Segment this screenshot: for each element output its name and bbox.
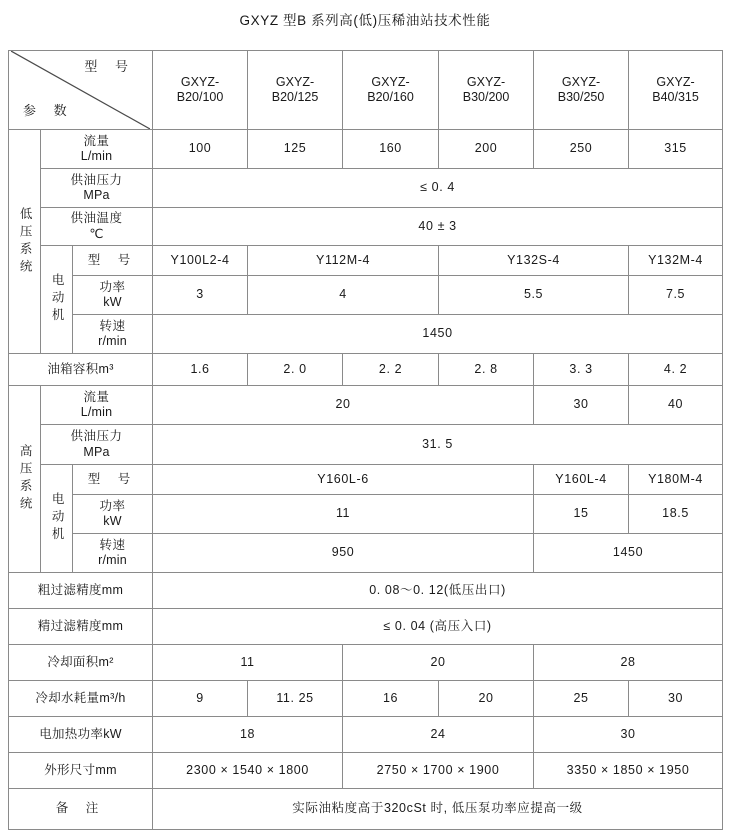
cooling-water-value-4: 20 xyxy=(439,681,534,717)
lp-motor-model-value-1: Y100L2-4 xyxy=(153,246,248,276)
hp-motor-power-row xyxy=(9,495,723,534)
hp-motor-model-row xyxy=(9,465,723,495)
lp-supply-temperature-label: 供油温度 ℃ xyxy=(41,208,153,246)
hp-supply-pressure-row xyxy=(9,425,723,465)
cooling-area-value-3: 28 xyxy=(534,645,723,681)
lp-motor-model-value-2: Y112M-4 xyxy=(248,246,439,276)
hp-motor-speed-label: 转速 r/min xyxy=(73,534,153,573)
model-header-6: GXYZ- B40/315 xyxy=(629,51,723,130)
coarse-filter-row xyxy=(9,573,723,609)
heating-power-row xyxy=(9,717,723,753)
corner-model-label: 型 号 xyxy=(84,59,136,74)
dimensions-value-2: 2750 × 1700 × 1900 xyxy=(343,753,534,789)
dimensions-value-1: 2300 × 1540 × 1800 xyxy=(153,753,343,789)
model-header-2: GXYZ- B20/125 xyxy=(248,51,343,130)
coarse-filter-value: 0. 08～0. 12(低压出口) xyxy=(153,573,723,609)
high-pressure-system-label: 高压系统 xyxy=(9,386,41,573)
cooling-water-row xyxy=(9,681,723,717)
lp-motor-speed-label: 转速 r/min xyxy=(73,315,153,354)
hp-motor-speed-row xyxy=(9,534,723,573)
cooling-water-value-1: 9 xyxy=(153,681,248,717)
heating-power-value-2: 24 xyxy=(343,717,534,753)
lp-motor-model-row xyxy=(9,246,723,276)
lp-motor-model-value-3: Y132S-4 xyxy=(439,246,629,276)
lp-flow-row xyxy=(9,130,723,169)
model-header-5: GXYZ- B30/250 xyxy=(534,51,629,130)
page-title: GXYZ 型B 系列高(低)压稀油站技术性能 xyxy=(239,13,491,28)
tank-volume-value-6: 4. 2 xyxy=(629,354,723,386)
lp-flow-value-5: 250 xyxy=(534,130,629,169)
corner-parameter-label: 参 数 xyxy=(23,103,74,119)
heating-power-value-3: 30 xyxy=(534,717,723,753)
lp-supply-temperature-row xyxy=(9,208,723,246)
tank-volume-row xyxy=(9,354,723,386)
model-header-3: GXYZ- B20/160 xyxy=(343,51,439,130)
fine-filter-row xyxy=(9,609,723,645)
fine-filter-label: 精过滤精度mm xyxy=(9,609,153,645)
specification-table xyxy=(8,50,723,830)
cooling-area-row xyxy=(9,645,723,681)
hp-motor-power-label: 功率 kW xyxy=(73,495,153,534)
table-header-row xyxy=(9,51,723,130)
hp-motor-model-value-3: Y180M-4 xyxy=(629,465,723,495)
hp-motor-label: 电动机 xyxy=(41,465,73,573)
lp-flow-value-6: 315 xyxy=(629,130,723,169)
fine-filter-value: ≤ 0. 04 (高压入口) xyxy=(153,609,723,645)
lp-motor-power-label: 功率 kW xyxy=(73,276,153,315)
cooling-water-value-2: 11. 25 xyxy=(248,681,343,717)
lp-supply-temperature-value: 40 ± 3 xyxy=(153,208,723,246)
lp-supply-pressure-label: 供油压力 MPa xyxy=(41,169,153,208)
tank-volume-value-3: 2. 2 xyxy=(343,354,439,386)
lp-flow-value-3: 160 xyxy=(343,130,439,169)
lp-motor-power-row xyxy=(9,276,723,315)
tank-volume-value-1: 1.6 xyxy=(153,354,248,386)
hp-motor-model-label: 型 号 xyxy=(73,465,153,495)
cooling-water-value-3: 16 xyxy=(343,681,439,717)
lp-motor-power-value-3: 5.5 xyxy=(439,276,629,315)
lp-flow-value-1: 100 xyxy=(153,130,248,169)
lp-motor-speed-value: 1450 xyxy=(153,315,723,354)
cooling-water-value-5: 25 xyxy=(534,681,629,717)
hp-motor-speed-value-2: 1450 xyxy=(534,534,723,573)
lp-flow-value-2: 125 xyxy=(248,130,343,169)
dimensions-label: 外形尺寸mm xyxy=(9,753,153,789)
hp-motor-power-value-1: 11 xyxy=(153,495,534,534)
remarks-row xyxy=(9,789,723,830)
heating-power-value-1: 18 xyxy=(153,717,343,753)
lp-motor-model-value-4: Y132M-4 xyxy=(629,246,723,276)
tank-volume-value-2: 2. 0 xyxy=(248,354,343,386)
lp-motor-power-value-4: 7.5 xyxy=(629,276,723,315)
tank-volume-value-5: 3. 3 xyxy=(534,354,629,386)
hp-motor-speed-value-1: 950 xyxy=(153,534,534,573)
hp-flow-value-2: 30 xyxy=(534,386,629,425)
model-header-1: GXYZ- B20/100 xyxy=(153,51,248,130)
lp-supply-pressure-row xyxy=(9,169,723,208)
model-header-4: GXYZ- B30/200 xyxy=(439,51,534,130)
hp-supply-pressure-label: 供油压力 MPa xyxy=(41,425,153,465)
hp-motor-power-value-2: 15 xyxy=(534,495,629,534)
lp-motor-power-value-1: 3 xyxy=(153,276,248,315)
remarks-value: 实际油粘度高于320cSt 时, 低压泵功率应提高一级 xyxy=(153,789,723,830)
lp-motor-speed-row xyxy=(9,315,723,354)
cooling-water-value-6: 30 xyxy=(629,681,723,717)
coarse-filter-label: 粗过滤精度mm xyxy=(9,573,153,609)
dimensions-row xyxy=(9,753,723,789)
corner-diagonal-wrapper xyxy=(11,51,150,129)
cooling-area-value-2: 20 xyxy=(343,645,534,681)
hp-flow-row xyxy=(9,386,723,425)
spec-table-container xyxy=(8,50,722,830)
lp-flow-value-4: 200 xyxy=(439,130,534,169)
cooling-area-label: 冷却面积m² xyxy=(9,645,153,681)
lp-motor-power-value-2: 4 xyxy=(248,276,439,315)
remarks-label: 备 注 xyxy=(9,789,153,830)
lp-flow-label: 流量 L/min xyxy=(41,130,153,169)
tank-volume-label: 油箱容积m³ xyxy=(9,354,153,386)
heating-power-label: 电加热功率kW xyxy=(9,717,153,753)
hp-flow-value-1: 20 xyxy=(153,386,534,425)
hp-supply-pressure-value: 31. 5 xyxy=(153,425,723,465)
dimensions-value-3: 3350 × 1850 × 1950 xyxy=(534,753,723,789)
hp-flow-value-3: 40 xyxy=(629,386,723,425)
hp-flow-label: 流量 L/min xyxy=(41,386,153,425)
hp-motor-power-value-3: 18.5 xyxy=(629,495,723,534)
tank-volume-value-4: 2. 8 xyxy=(439,354,534,386)
low-pressure-system-label: 低压系统 xyxy=(9,130,41,354)
lp-motor-label: 电动机 xyxy=(41,246,73,354)
hp-motor-model-value-1: Y160L-6 xyxy=(153,465,534,495)
lp-motor-model-label: 型 号 xyxy=(73,246,153,276)
cooling-area-value-1: 11 xyxy=(153,645,343,681)
lp-supply-pressure-value: ≤ 0. 4 xyxy=(153,169,723,208)
hp-motor-model-value-2: Y160L-4 xyxy=(534,465,629,495)
corner-header-cell xyxy=(9,51,153,130)
cooling-water-label: 冷却水耗量m³/h xyxy=(9,681,153,717)
